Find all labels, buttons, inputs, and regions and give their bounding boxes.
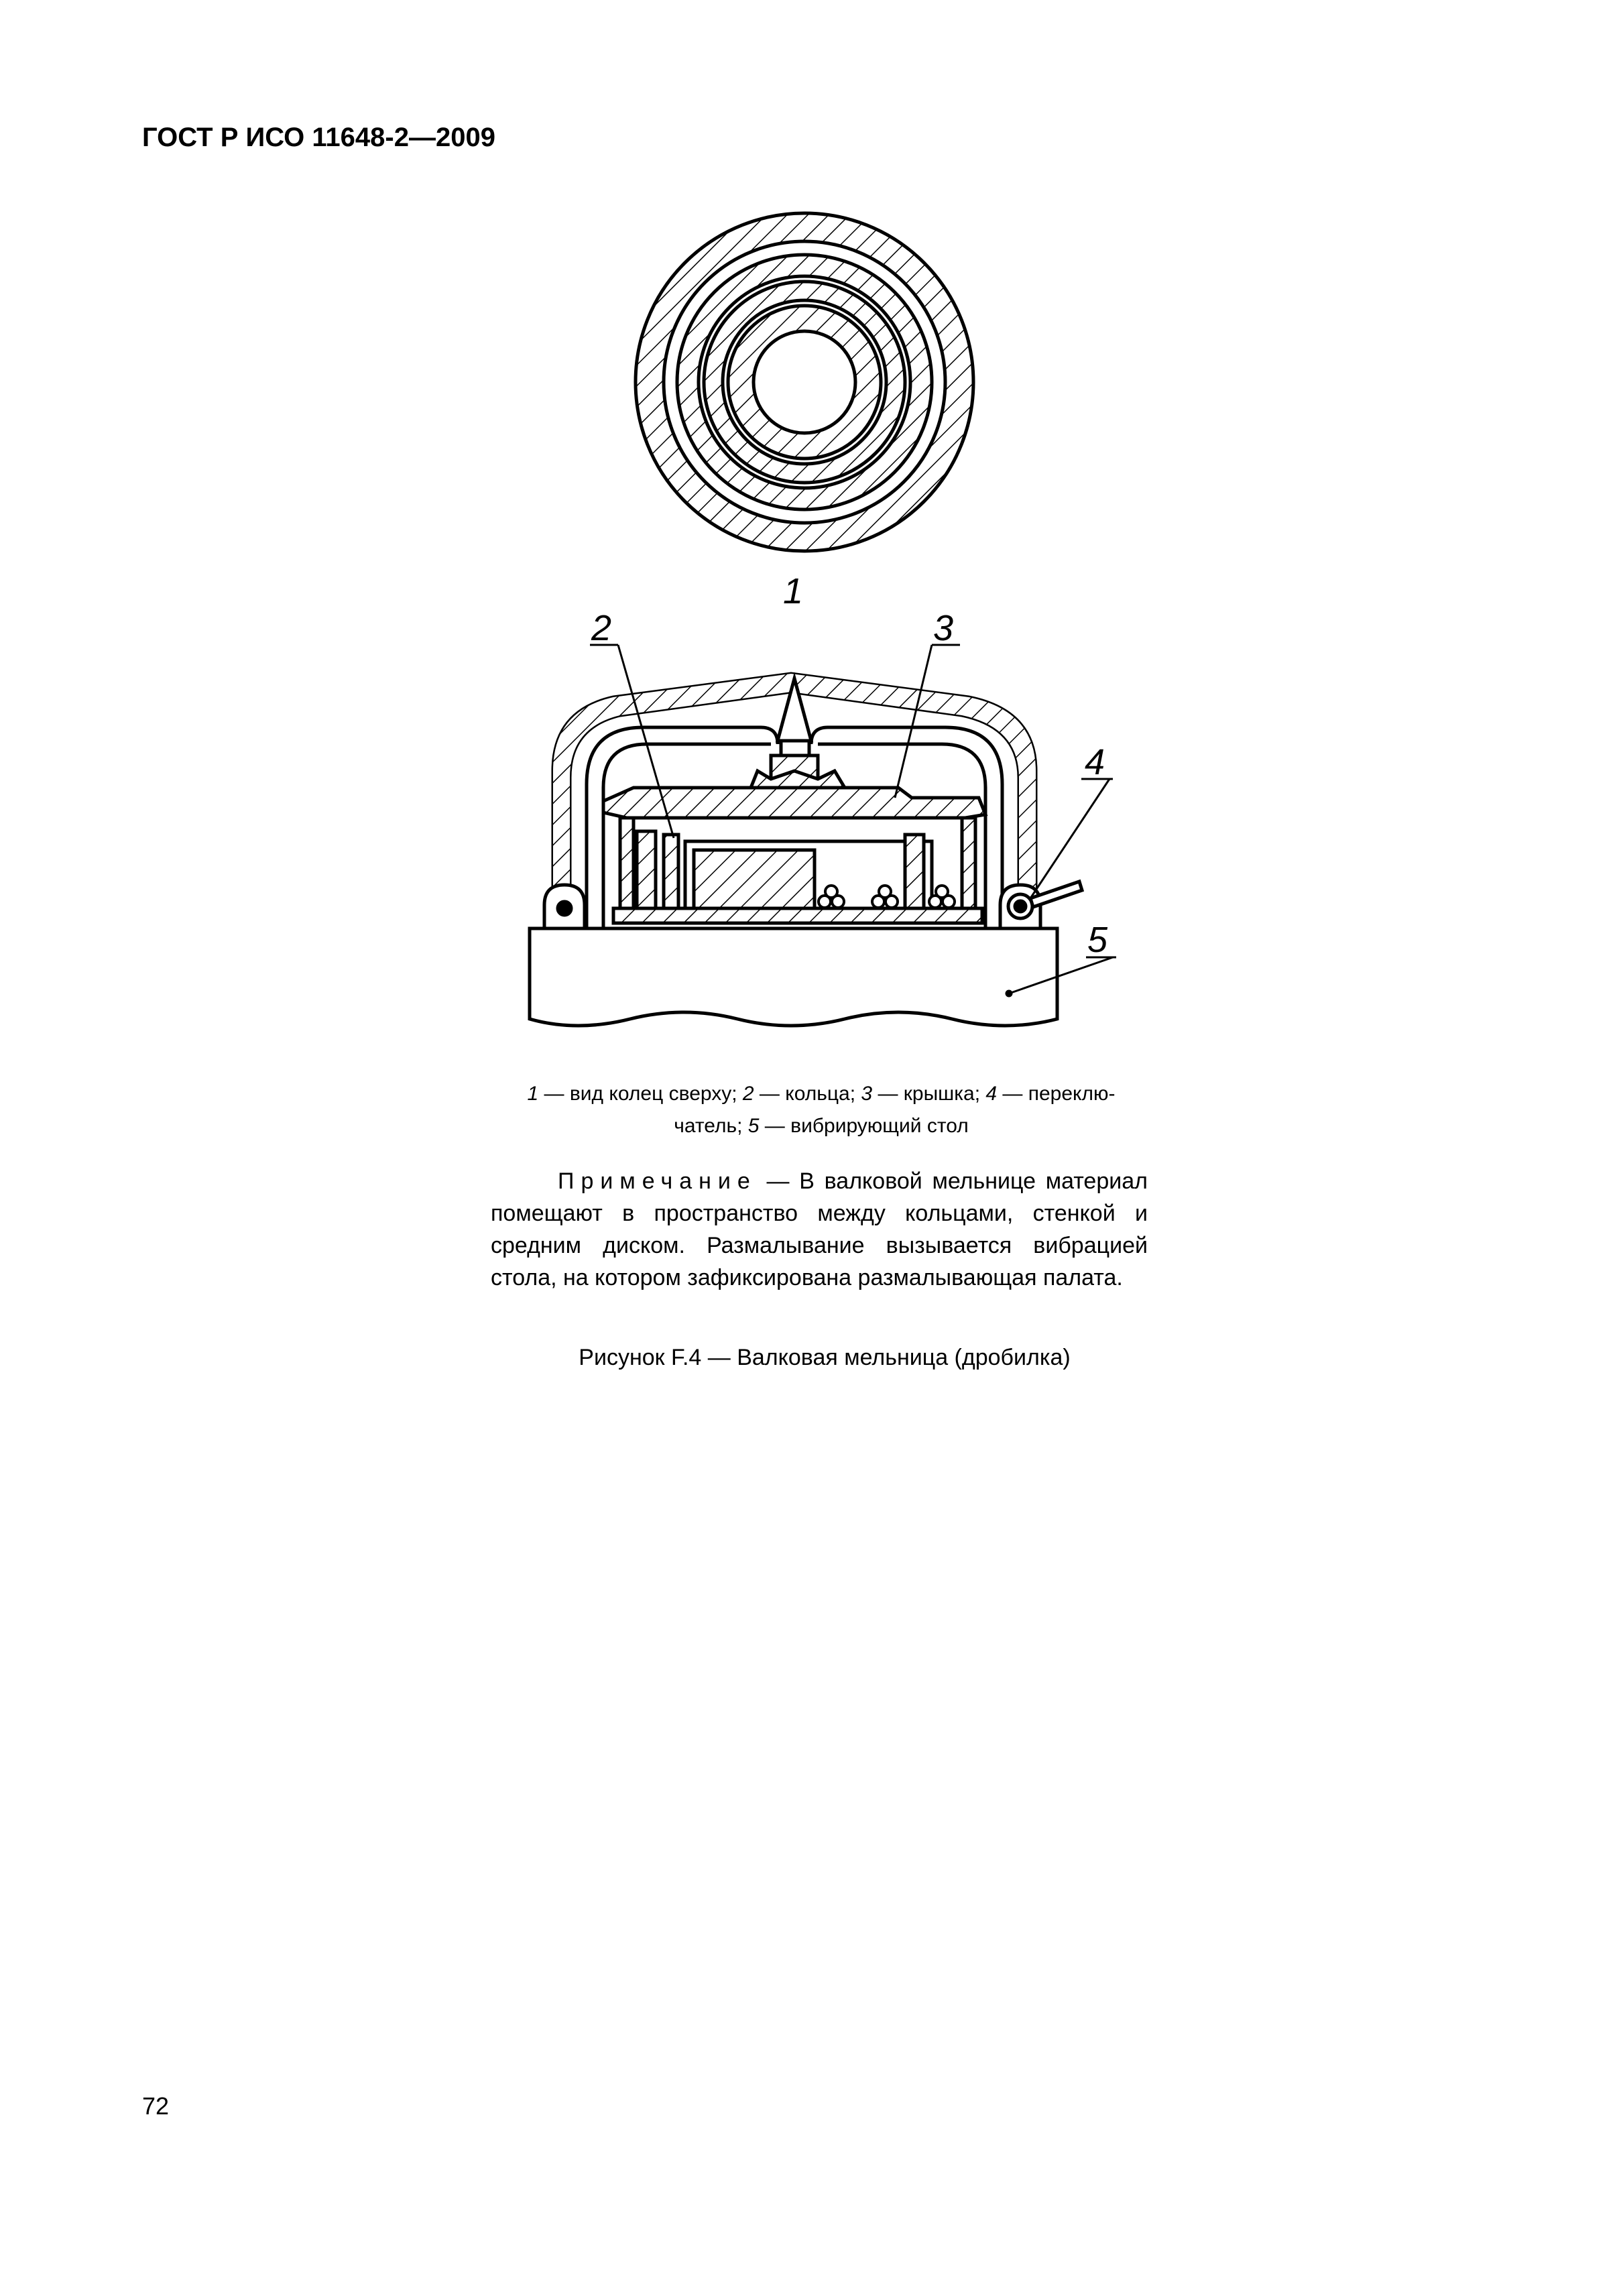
legend-text-4: — переклю-	[997, 1083, 1116, 1105]
mill-section	[530, 645, 1116, 1026]
note-text: — В валковой мельнице материал помещают в пространство между кольцами, стенкой и средним диском. Размалывание вызывается вибрацией стола, на котором зафиксирована размалывающая палата.	[491, 1168, 1148, 1290]
figure-legend	[469, 1078, 1173, 1142]
legend-text-1: — вид колец сверху;	[538, 1083, 743, 1105]
callout-3: 3	[933, 608, 954, 648]
legend-num-1: 1	[527, 1083, 539, 1105]
legend-text-4b: чатель;	[674, 1115, 748, 1137]
rings-top-view	[636, 213, 973, 551]
vibrating-table	[530, 928, 1057, 1026]
legend-num-4: 4	[985, 1083, 998, 1105]
note-lead: Примечание	[558, 1168, 757, 1194]
callout-4: 4	[1085, 742, 1105, 782]
standard-header: ГОСТ Р ИСО 11648-2—2009	[142, 123, 495, 152]
callout-5: 5	[1087, 920, 1108, 960]
page-number: 72	[142, 2092, 170, 2120]
legend-num-2: 2	[742, 1083, 754, 1105]
legend-num-5: 5	[747, 1115, 760, 1137]
legend-text-2: — кольца;	[754, 1083, 861, 1105]
legend-num-3: 3	[861, 1083, 873, 1105]
legend-text-3: — крышка;	[872, 1083, 986, 1105]
callout-1: 1	[783, 571, 804, 611]
note-paragraph	[491, 1165, 1148, 1294]
figure-caption: Рисунок F.4 — Валковая мельница (дробилка)	[579, 1345, 1071, 1370]
legend-text-5: — вибрирующий стол	[759, 1115, 969, 1137]
callout-2: 2	[591, 608, 612, 648]
